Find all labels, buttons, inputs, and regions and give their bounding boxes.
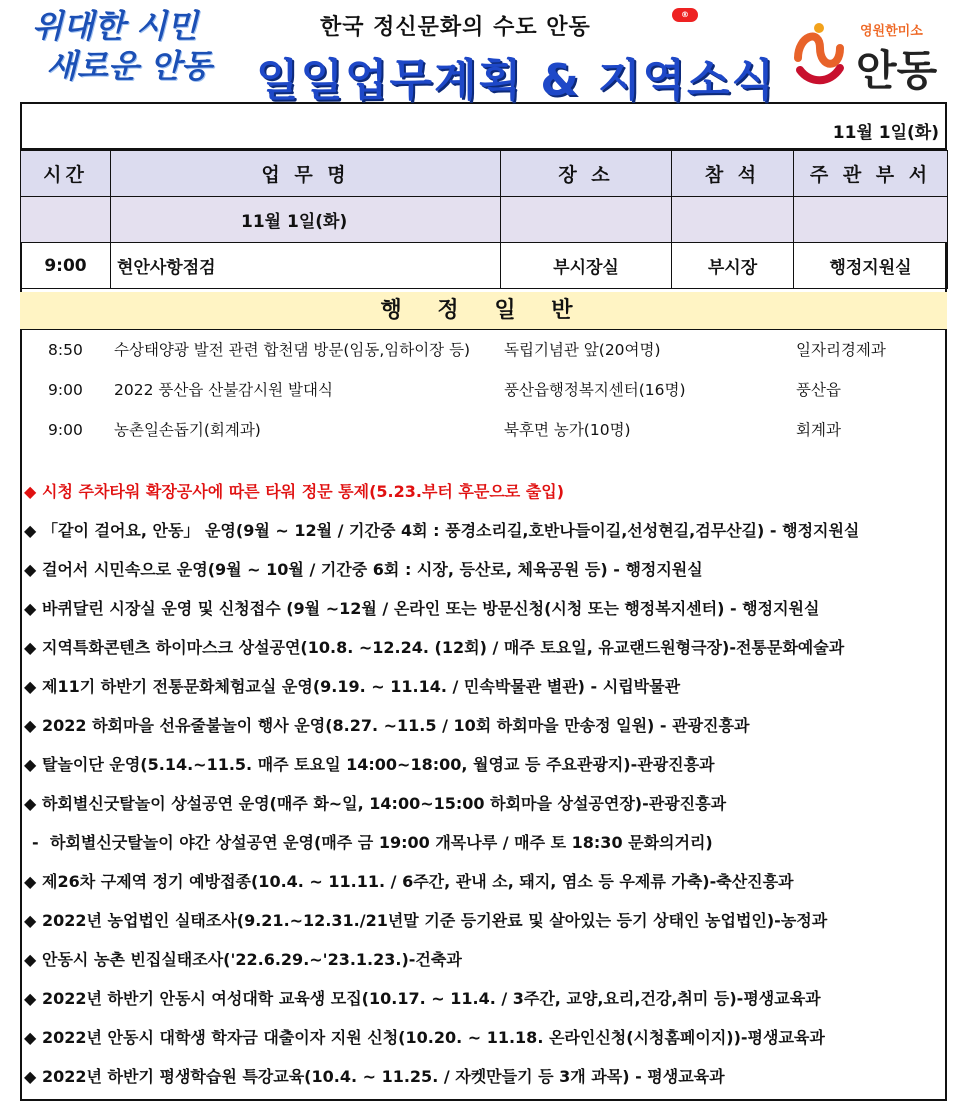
page-title: 일일업무계획 & 지역소식 — [256, 55, 777, 106]
date-row-empty-cell — [672, 197, 794, 243]
table-date-row — [21, 197, 948, 243]
table-header-row — [21, 151, 948, 197]
diamond-bullet-icon: ◆ — [24, 638, 37, 657]
date-row-empty-cell — [501, 197, 672, 243]
row-place: 부시장실 — [501, 243, 672, 289]
admin-time: 8:50 — [48, 341, 83, 359]
diamond-bullet-icon: ◆ — [24, 521, 37, 540]
notice-text: 지역특화콘텐츠 하이마스크 상설공연(10.8. ~12.24. (12회) / 매주 토요일, 유교랜드원형극장)-전통문화예술과 — [42, 638, 845, 657]
notice-item — [24, 714, 944, 738]
notice-item — [24, 519, 944, 543]
admin-task: 수상태양광 발전 관련 합천댐 방문(임동,임하이장 등) — [114, 341, 471, 359]
section-title: 행 정 일 반 — [20, 292, 947, 330]
notice-item — [24, 948, 944, 972]
notice-text: 2022년 농업법인 실태조사(9.21.~12.31./21년말 기준 등기완료 및 살아있는 등기 상태인 농업법인)-농정과 — [42, 911, 828, 930]
notice-item — [24, 675, 944, 699]
slogan-line-1: 위대한 시민 — [32, 7, 198, 45]
notice-item — [32, 831, 952, 855]
notice-item — [24, 558, 944, 582]
notice-item — [24, 480, 944, 504]
notice-text: 2022년 하반기 안동시 여성대학 교육생 모집(10.17. ~ 11.4. / 3주간, 교양,요리,건강,취미 등)-평생교육과 — [42, 989, 821, 1008]
diamond-bullet-icon: ◆ — [24, 599, 37, 618]
andong-logo — [790, 12, 940, 96]
notice-item — [24, 597, 944, 621]
col-header-task: 업 무 명 — [111, 151, 501, 197]
diamond-bullet-icon: ◆ — [24, 989, 37, 1008]
diamond-bullet-icon: ◆ — [24, 950, 37, 969]
admin-task: 농촌일손돕기(회계과) — [114, 421, 261, 439]
notice-item — [24, 753, 944, 777]
notice-text: 제11기 하반기 전통문화체험교실 운영(9.19. ~ 11.14. / 민속박물관 별관) - 시립박물관 — [42, 677, 681, 696]
notice-text: 2022 하회마을 선유줄불놀이 행사 운영(8.27. ~11.5 / 10회 하회마을 만송정 일원) - 관광진흥과 — [42, 716, 750, 735]
notice-item — [24, 987, 944, 1011]
row-attendee: 부시장 — [672, 243, 794, 289]
schedule-table — [20, 150, 948, 289]
diamond-bullet-icon: ◆ — [24, 911, 37, 930]
notice-text: 시청 주차타워 확장공사에 따른 타워 정문 통제(5.23.부터 후문으로 출입) — [42, 482, 565, 501]
notice-text: 탈놀이단 운영(5.14.~11.5. 매주 토요일 14:00~18:00, 월영교 등 주요관광지)-관광진흥과 — [42, 755, 715, 774]
admin-item — [20, 331, 947, 369]
date-row-empty-cell — [21, 197, 111, 243]
notice-text: 하회별신굿탈놀이 야간 상설공연 운영(매주 금 19:00 개목나루 / 매주 토 18:30 문화의거리) — [50, 833, 713, 852]
diamond-bullet-icon: ◆ — [24, 1028, 37, 1047]
notice-text: 「같이 걸어요, 안동」 운영(9월 ~ 12월 / 기간중 4회 : 풍경소리길,호반나들이길,선성현길,검무산길) - 행정지원실 — [42, 521, 860, 540]
notice-text: 바퀴달린 시장실 운영 및 신청접수 (9월 ~12월 / 온라인 또는 방문신청(시청 또는 행정복지센터) - 행정지원실 — [42, 599, 820, 618]
table-date-label: 11월 1일(화) — [111, 197, 501, 243]
admin-dept: 회계과 — [796, 421, 841, 439]
logo-tagline: 영원한미소 — [860, 24, 923, 39]
notice-text: 2022년 하반기 평생학습원 특강교육(10.4. ~ 11.25. / 자켓만들기 등 3개 과목) - 평생교육과 — [42, 1067, 725, 1086]
notice-text: 걸어서 시민속으로 운영(9월 ~ 10월 / 기간중 6회 : 시장, 등산로, 체육공원 등) - 행정지원실 — [42, 560, 703, 579]
col-header-time: 시간 — [21, 151, 111, 197]
row-time: 9:00 — [21, 243, 111, 289]
admin-dept: 일자리경제과 — [796, 341, 886, 359]
admin-time: 9:00 — [48, 421, 83, 439]
table-row — [21, 243, 948, 289]
slogan-line-2: 새로운 안동 — [46, 47, 212, 85]
diamond-bullet-icon: ◆ — [24, 755, 37, 774]
header-subtitle: 한국 정신문화의 수도 안동 — [320, 15, 591, 40]
report-date-row — [20, 104, 947, 150]
admin-item — [20, 371, 947, 409]
diamond-bullet-icon: ◆ — [24, 716, 37, 735]
admin-place: 독립기념관 앞(20여명) — [504, 341, 661, 359]
report-date: 11월 1일(화) — [832, 123, 939, 143]
trademark-badge: ® — [672, 8, 698, 22]
date-row-empty-cell — [794, 197, 948, 243]
row-dept: 행정지원실 — [794, 243, 948, 289]
notice-item — [24, 1026, 944, 1050]
diamond-bullet-icon: ◆ — [24, 872, 37, 891]
notice-item — [24, 792, 944, 816]
admin-dept: 풍산읍 — [796, 381, 841, 399]
page-header — [20, 0, 947, 104]
notice-text: 2022년 안동시 대학생 학자금 대출이자 지원 신청(10.20. ~ 11.18. 온라인신청(시청홈페이지))-평생교육과 — [42, 1028, 825, 1047]
notice-text: 안동시 농촌 빈집실태조사('22.6.29.~'23.1.23.)-건축과 — [42, 950, 462, 969]
diamond-bullet-icon: ◆ — [24, 1067, 37, 1086]
diamond-bullet-icon: ◆ — [24, 677, 37, 696]
admin-task: 2022 풍산읍 산불감시원 발대식 — [114, 381, 333, 399]
admin-place: 북후면 농가(10명) — [504, 421, 631, 439]
diamond-bullet-icon: ◆ — [24, 794, 37, 813]
diamond-bullet-icon: ◆ — [24, 560, 37, 579]
admin-time: 9:00 — [48, 381, 83, 399]
city-slogan — [32, 6, 232, 86]
diamond-bullet-icon: ◆ — [24, 482, 37, 501]
notice-item — [24, 870, 944, 894]
logo-name: 안동 — [856, 46, 938, 95]
notice-text: 제26차 구제역 정기 예방접종(10.4. ~ 11.11. / 6주간, 관내 소, 돼지, 염소 등 우제류 가축)-축산진흥과 — [42, 872, 794, 891]
admin-place: 풍산읍행정복지센터(16명) — [504, 381, 686, 399]
notice-text: 하회별신굿탈놀이 상설공연 운영(매주 화~일, 14:00~15:00 하회마을 상설공연장)-관광진흥과 — [42, 794, 727, 813]
andong-logo-icon — [790, 18, 848, 90]
notice-item — [24, 909, 944, 933]
col-header-dept: 주 관 부 서 — [794, 151, 948, 197]
row-task: 현안사항점검 — [111, 243, 501, 289]
admin-item — [20, 411, 947, 449]
col-header-place: 장 소 — [501, 151, 672, 197]
notice-item — [24, 636, 944, 660]
dash-bullet: - — [32, 833, 39, 852]
notice-item — [24, 1065, 944, 1089]
col-header-attendee: 참 석 — [672, 151, 794, 197]
